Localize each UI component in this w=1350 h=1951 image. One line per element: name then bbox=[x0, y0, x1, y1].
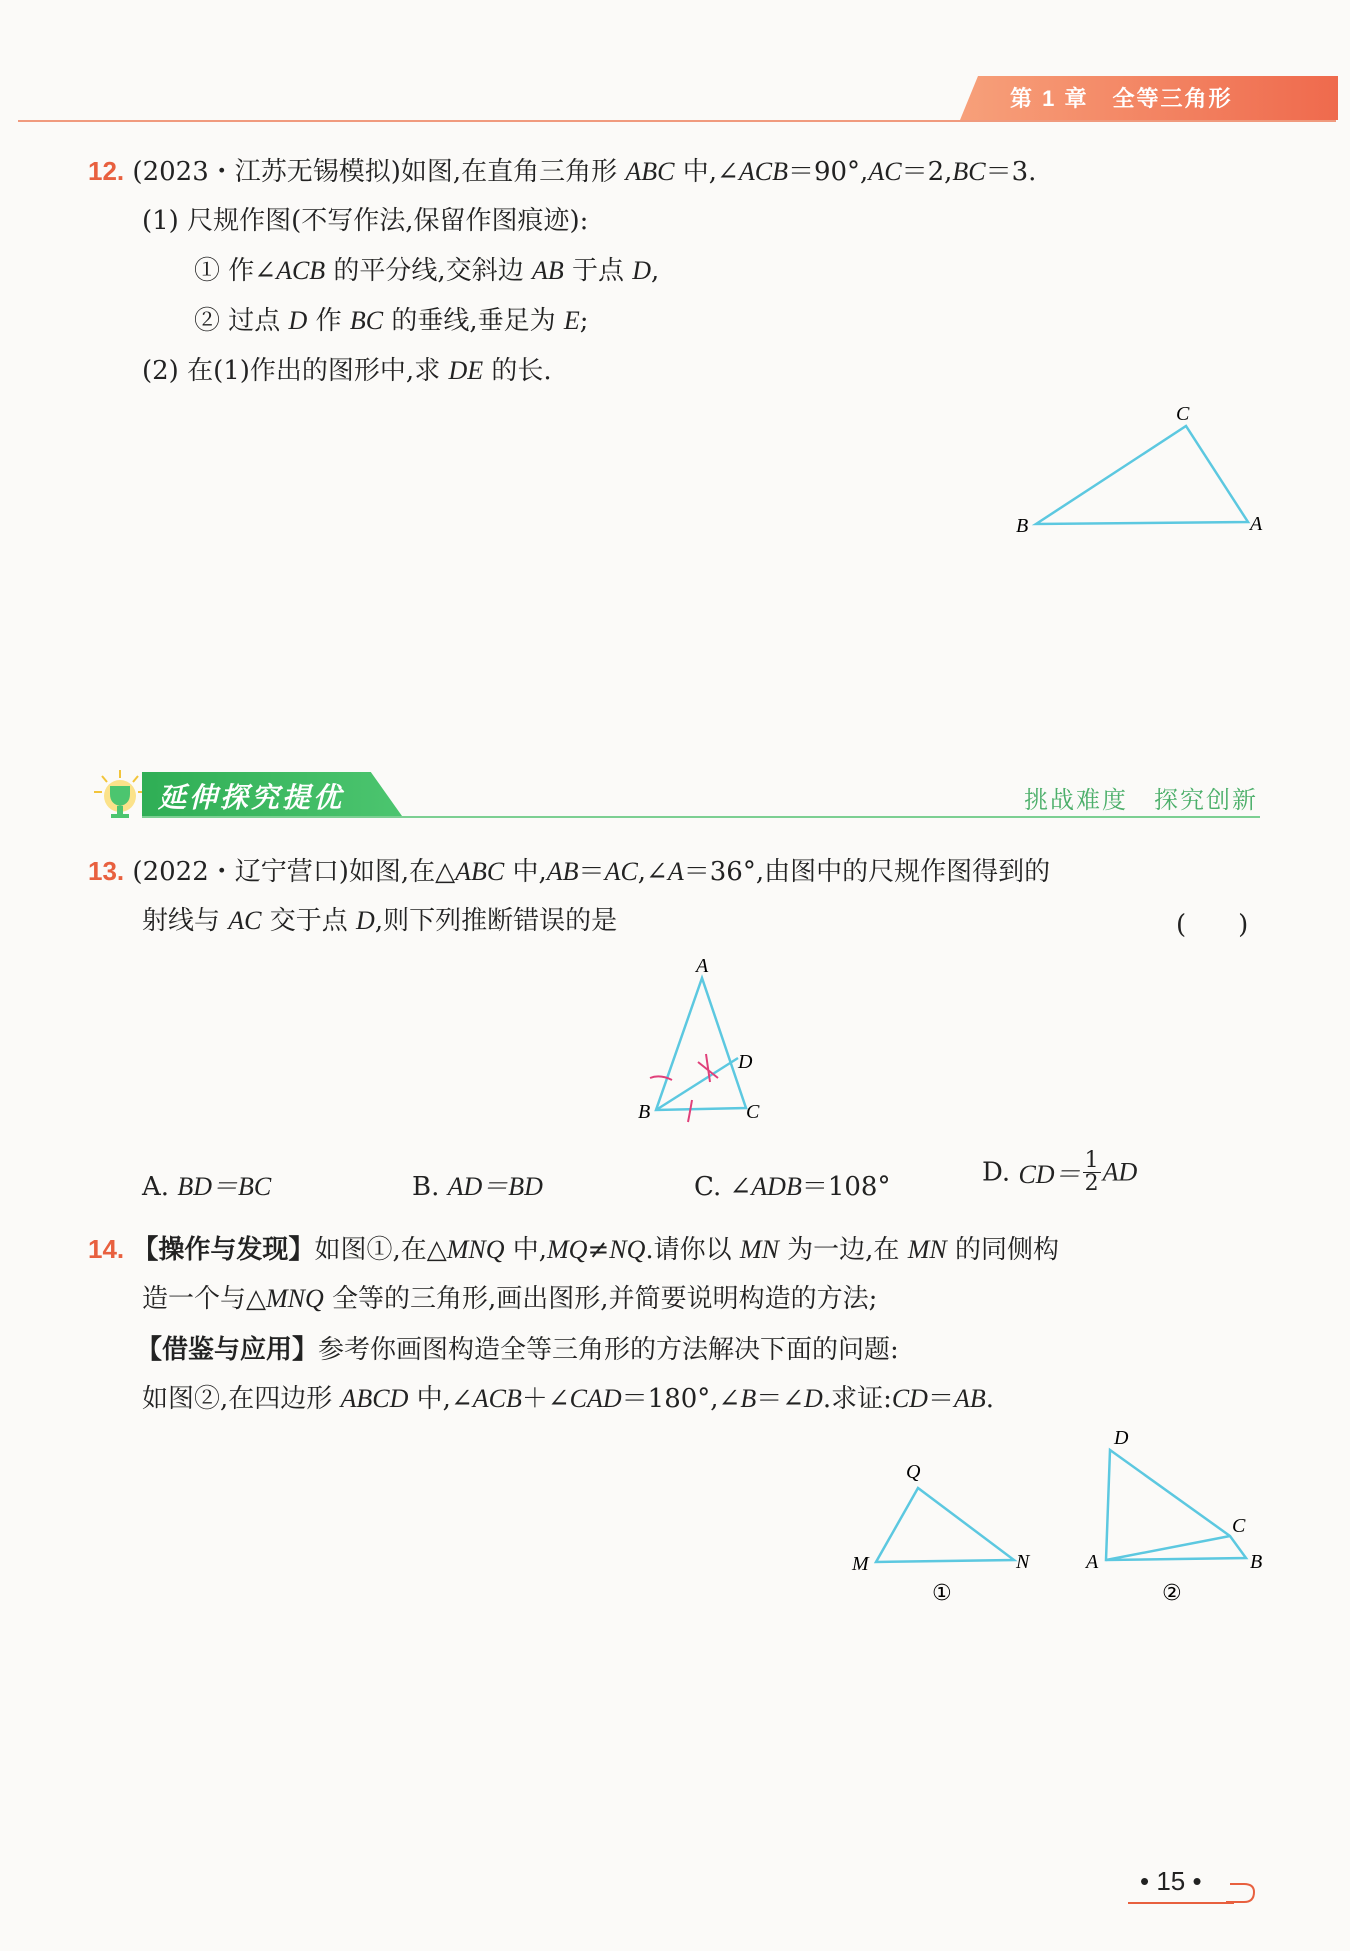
text: .求证: bbox=[822, 1384, 892, 1414]
text: .请你以 bbox=[645, 1235, 740, 1265]
caption-1: ① bbox=[932, 1581, 952, 1606]
option-label: C. bbox=[694, 1172, 722, 1202]
label-q: Q bbox=[906, 1461, 921, 1483]
denominator: 2 bbox=[1084, 1171, 1099, 1196]
section-divider bbox=[142, 816, 1260, 818]
option-d[interactable] bbox=[982, 1150, 1137, 1195]
text: ＋∠ bbox=[521, 1384, 570, 1414]
text: ,∠ bbox=[637, 857, 668, 887]
triangle-abc bbox=[1036, 426, 1248, 524]
var: D bbox=[632, 256, 652, 285]
var: ABCD bbox=[340, 1384, 409, 1413]
section-subtitle: 挑战难度 探究创新 bbox=[1024, 786, 1258, 814]
q14-tag-operation: 【操作与发现】 bbox=[132, 1234, 315, 1264]
q14-line1 bbox=[88, 1232, 1059, 1267]
var: AC bbox=[228, 906, 262, 935]
q12-text: ＝3. bbox=[985, 157, 1037, 187]
text: 造一个与△ bbox=[142, 1284, 266, 1314]
triangle-mnq bbox=[876, 1488, 1014, 1562]
option-label: D. bbox=[982, 1157, 1011, 1188]
q14-line2 bbox=[142, 1282, 877, 1316]
text: 作 bbox=[307, 306, 350, 336]
var: AB bbox=[531, 256, 564, 285]
text: ≠ bbox=[587, 1235, 610, 1265]
label-d: D bbox=[1114, 1427, 1129, 1449]
label-b: B bbox=[1016, 515, 1029, 537]
var: NQ bbox=[609, 1235, 646, 1264]
bisector-ray bbox=[656, 1058, 738, 1110]
text: (2022・辽宁营口)如图,在△ bbox=[132, 857, 456, 887]
var: MN bbox=[907, 1235, 947, 1264]
var: BC bbox=[349, 306, 384, 335]
chapter-header-text: 第 1 章 全等三角形 bbox=[1010, 86, 1233, 111]
q12-var: ACB bbox=[738, 157, 788, 186]
text: 射线与 bbox=[142, 906, 229, 936]
var: MNQ bbox=[446, 1235, 505, 1264]
var: AC bbox=[604, 857, 638, 886]
label-c: C bbox=[1176, 403, 1190, 425]
text: ＝36°,由图中的尺规作图得到的 bbox=[683, 857, 1051, 887]
text: 为一边,在 bbox=[778, 1235, 908, 1265]
var: AB bbox=[546, 857, 579, 886]
var: ABC bbox=[455, 857, 505, 886]
quadrilateral-abcd bbox=[1106, 1450, 1246, 1560]
q12-text: ＝2, bbox=[901, 157, 953, 187]
section-title: 延伸探究提优 bbox=[158, 782, 345, 813]
text: 的垂线,垂足为 bbox=[383, 306, 564, 336]
page-number: • 15 • bbox=[1140, 1866, 1202, 1896]
answer-bracket: ( ) bbox=[1176, 910, 1249, 940]
label-b: B bbox=[1250, 1551, 1263, 1573]
q12-var: AC bbox=[868, 157, 902, 186]
text: 中,∠ bbox=[408, 1384, 473, 1414]
text: 如图①,在△ bbox=[314, 1235, 447, 1265]
var: MNQ bbox=[266, 1284, 324, 1313]
label-c: C bbox=[746, 1101, 760, 1123]
label-m: M bbox=[852, 1553, 869, 1575]
text: ＝180°,∠ bbox=[621, 1384, 741, 1414]
q12-var: ABC bbox=[625, 157, 675, 186]
q14-figure-1 bbox=[840, 1450, 1040, 1610]
text: 中, bbox=[504, 1235, 548, 1265]
text: 的同侧构 bbox=[946, 1235, 1059, 1265]
option-a[interactable] bbox=[142, 1166, 271, 1203]
option-text: BD＝BC bbox=[177, 1172, 272, 1201]
var: CD bbox=[891, 1384, 928, 1413]
text: ② 过点 bbox=[194, 306, 289, 336]
caption-2: ② bbox=[1162, 1581, 1182, 1606]
option-text: CD＝ bbox=[1018, 1160, 1081, 1189]
option-text: ∠ bbox=[729, 1172, 752, 1202]
text: 于点 bbox=[563, 256, 633, 286]
text: 的长. bbox=[483, 356, 552, 386]
label-a: A bbox=[1250, 513, 1263, 535]
fraction bbox=[1083, 1150, 1101, 1195]
q12-var: BC bbox=[952, 157, 986, 186]
label-c: C bbox=[1232, 1515, 1246, 1537]
text: 参考你画图构造全等三角形的方法解决下面的问题: bbox=[318, 1335, 899, 1365]
q14-line4 bbox=[142, 1382, 994, 1416]
diagonal-ac bbox=[1106, 1536, 1230, 1560]
var: ACB bbox=[472, 1384, 522, 1413]
text: 中, bbox=[504, 857, 547, 887]
var: D bbox=[288, 306, 308, 335]
q14-number: 14. bbox=[88, 1234, 125, 1264]
text: 全等的三角形,画出图形,并简要说明构造的方法; bbox=[323, 1284, 878, 1314]
header-divider bbox=[18, 120, 1336, 122]
text: . bbox=[985, 1384, 995, 1414]
q12-text: ＝90°, bbox=[787, 157, 869, 187]
option-label: B. bbox=[412, 1172, 440, 1202]
q13-line1 bbox=[88, 854, 1050, 889]
var: D bbox=[356, 906, 375, 935]
var: D bbox=[804, 1384, 823, 1413]
text: ＝∠ bbox=[756, 1384, 805, 1414]
var: DE bbox=[448, 356, 484, 385]
q12-part1-step1 bbox=[194, 254, 659, 288]
option-text: ＝108° bbox=[801, 1172, 891, 1202]
q12-part2 bbox=[142, 354, 552, 388]
var: CAD bbox=[569, 1384, 622, 1413]
label-b: B bbox=[638, 1101, 651, 1123]
option-text: AD＝BD bbox=[447, 1172, 543, 1201]
q12-triangle-figure bbox=[1000, 400, 1280, 550]
q12-stem bbox=[88, 154, 1036, 189]
q12-number: 12. bbox=[88, 156, 125, 186]
q12-part1-step2 bbox=[194, 304, 589, 338]
var: MQ bbox=[547, 1235, 588, 1264]
text: ; bbox=[579, 306, 589, 336]
text: , bbox=[651, 256, 660, 286]
q12-text: (2023・江苏无锡模拟)如图,在直角三角形 bbox=[132, 157, 626, 187]
q12-part1: (1) 尺规作图(不写作法,保留作图痕迹): bbox=[142, 206, 589, 236]
q12-text: 中,∠ bbox=[674, 157, 739, 187]
text: (2) 在(1)作出的图形中,求 bbox=[142, 356, 449, 386]
q14-figure-2 bbox=[1070, 1424, 1270, 1610]
label-n: N bbox=[1016, 1551, 1030, 1573]
text: ＝ bbox=[578, 857, 605, 887]
option-label: A. bbox=[142, 1172, 170, 1202]
var: B bbox=[740, 1384, 757, 1413]
label-d: D bbox=[738, 1051, 753, 1073]
q14-tag-application: 【借鉴与应用】 bbox=[136, 1334, 319, 1364]
text: 如图②,在四边形 bbox=[142, 1384, 341, 1414]
text: ① 作∠ bbox=[194, 256, 277, 286]
var: MN bbox=[739, 1235, 779, 1264]
var: E bbox=[563, 306, 580, 335]
q14-line3 bbox=[136, 1332, 899, 1367]
q13-isosceles-figure bbox=[620, 950, 780, 1130]
var: ACB bbox=[276, 256, 326, 285]
triangle-abc bbox=[656, 978, 746, 1110]
q13-number: 13. bbox=[88, 856, 125, 886]
option-c[interactable] bbox=[694, 1166, 890, 1203]
option-text: AD bbox=[1102, 1157, 1138, 1187]
text: 交于点 bbox=[261, 906, 357, 936]
q13-line2 bbox=[142, 904, 617, 938]
option-text: ADB bbox=[751, 1172, 802, 1201]
label-a: A bbox=[1086, 1551, 1099, 1573]
text: ,则下列推断错误的是 bbox=[374, 906, 618, 936]
trophy-icon bbox=[90, 766, 150, 826]
var: A bbox=[667, 857, 684, 886]
numerator: 1 bbox=[1084, 1148, 1099, 1173]
construction-arc bbox=[688, 1100, 692, 1122]
text: ＝ bbox=[927, 1384, 954, 1414]
page-corner-arrow-icon bbox=[1224, 1880, 1260, 1910]
option-b[interactable] bbox=[412, 1166, 543, 1203]
text: 的平分线,交斜边 bbox=[325, 256, 532, 286]
var: AB bbox=[953, 1384, 986, 1413]
label-a: A bbox=[696, 955, 709, 977]
page-number-underline bbox=[1128, 1902, 1234, 1904]
